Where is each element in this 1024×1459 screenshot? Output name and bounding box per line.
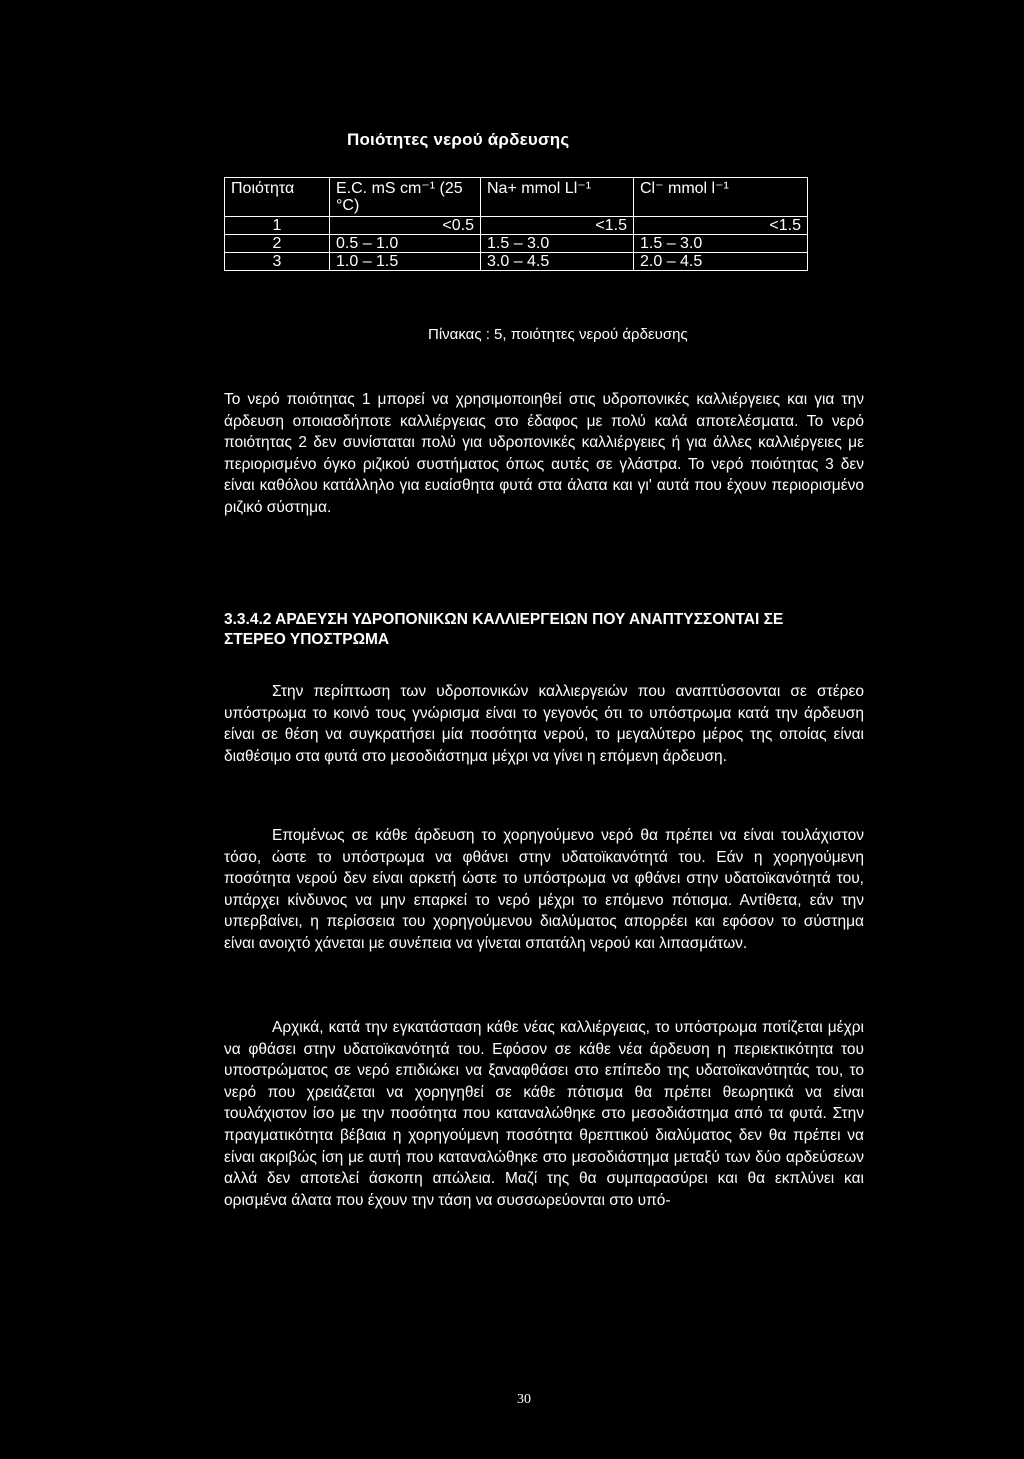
paragraph-quality-description: Το νερό ποιότητας 1 μπορεί να χρησιμοποιηθεί στις υδροπονικές καλλιέργειες και για την άρδευση οποιασδήποτε καλλιέργειας στο έδαφος με πολύ καλά αποτελέσματα. Το νερό ποιότητας 2 δεν συνίσταται πολύ για υδροπονικές καλλιέργειες ή για άλλες καλλιέργειες με περιορισμένο όγκο ριζικού συστήματος όπως αυτές σε γλάστρα. Το νερό ποιότητας 3 δεν είναι καθόλου κατάλληλο για ευαίσθητα φυτά στα άλατα και γι' αυτά που έχουν περιορισμένο ριζικό σύστημα.: [224, 391, 864, 516]
table-cell: 2: [225, 235, 330, 253]
table-cell: 2.0 – 4.5: [634, 253, 808, 271]
table-cell: 1.0 – 1.5: [330, 253, 481, 271]
table-cell: 0.5 – 1.0: [330, 235, 481, 253]
paragraph-text: Στην περίπτωση των υδροπονικών καλλιεργειών που αναπτύσσονται σε στέρεο υπόστρωμα το κοινό τους γνώρισμα είναι το γεγονός ότι το υπόστρωμα κατά την άρδευση είναι σε θέση να συγκρατήσει μία ποσότητα νερού, το μεγαλύτερο μέρος της οποίας είναι διαθέσιμο στα φυτά στο μεσοδιάστημα μέχρι να γίνει η επόμενη άρδευση.: [224, 683, 864, 765]
paragraph-text: Αρχικά, κατά την εγκατάσταση κάθε νέας καλλιέργειας, το υπόστρωμα ποτίζεται μέχρι να φθάσει στην υδατοϊκανότητά του. Εφόσον σε κάθε νέα άρδευση η περιεκτικότητα του υποστρώματος σε νερό επιδιώκει να ξαναφθάσει στο επίπεδο της υδατοϊκανότητάς του, το νερό που χρειάζεται να χορηγηθεί σε κάθε πότισμα θα πρέπει θεωρητικά να είναι τουλάχιστον ίσο με την ποσότητα που καταναλώθηκε στο μεσοδιάστημα από τα φυτά. Στην πραγματικότητα βέβαια η χορηγούμενη ποσότητα θρεπτικού διαλύματος δεν θα πρέπει να είναι ακριβώς ίση με αυτή που καταναλώθηκε στο μεσοδιάστημα μεταξύ των δύο αρδεύσεων αλλά δεν αποτελεί άσκοπη απώλεια. Μαζί της θα συμπαρασύρει και θα εκπλύνει και ορισμένα άλατα που έχουν την τάση να συσσωρεύονται στο υπό-: [224, 1019, 864, 1209]
header-ec: E.C. mS cm⁻¹ (25 °C): [330, 178, 481, 217]
header-cl: Cl⁻ mmol l⁻¹: [634, 178, 808, 217]
table-cell: 1.5 – 3.0: [634, 235, 808, 253]
paragraph-text: Επομένως σε κάθε άρδευση το χορηγούμενο νερό θα πρέπει να είναι τουλάχιστον τόσο, ώστε το υπόστρωμα να φθάνει στην υδατοϊκανότητά του. Εάν η χορηγούμενη ποσότητα νερού δεν είναι αρκετή ώστε το υπόστρωμα να φθάνει στην υδατοϊκανότητά του, υπάρχει κίνδυνος να μην επαρκεί το νερό μέχρι το επόμενο πότισμα. Αντίθετα, εάν την υπερβαίνει, η περίσσεια του χορηγούμενου διαλύματος απορρέει και εφόσον το σύστημα είναι ανοιχτό χάνεται με συνέπεια να γίνεται σπατάλη νερού και λιπασμάτων.: [224, 827, 864, 952]
table-cell: 3: [225, 253, 330, 271]
paragraph-substrate-intro: [224, 681, 864, 767]
paragraph-initial-watering: [224, 1017, 864, 1211]
paragraph-irrigation-amount: [224, 825, 864, 955]
page-title: Ποιότητες νερού άρδευσης: [347, 130, 570, 149]
table-cell: 1.5 – 3.0: [481, 235, 634, 253]
table-cell: <0.5: [330, 217, 481, 235]
table-cell: 3.0 – 4.5: [481, 253, 634, 271]
section-heading: 3.3.4.2 ΑΡΔΕΥΣΗ ΥΔΡΟΠΟΝΙΚΩΝ ΚΑΛΛΙΕΡΓΕΙΩΝ ΠΟΥ ΑΝΑΠΤΥΣΣΟΝΤΑΙ ΣΕ ΣΤΕΡΕΟ ΥΠΟΣΤΡΩΜΑ: [224, 611, 784, 648]
table-cell: <1.5: [481, 217, 634, 235]
header-na: Na+ mmol Ll⁻¹: [481, 178, 634, 217]
table-row: [225, 217, 808, 235]
table-row: [225, 235, 808, 253]
table-cell: <1.5: [634, 217, 808, 235]
table-header-row: [225, 178, 808, 217]
water-quality-table: [224, 177, 808, 271]
page-number: 30: [517, 1392, 531, 1407]
table-row: [225, 253, 808, 271]
header-quality: Ποιότητα: [225, 178, 330, 217]
table-caption: Πίνακας : 5, ποιότητες νερού άρδευσης: [428, 326, 688, 343]
table-cell: 1: [225, 217, 330, 235]
